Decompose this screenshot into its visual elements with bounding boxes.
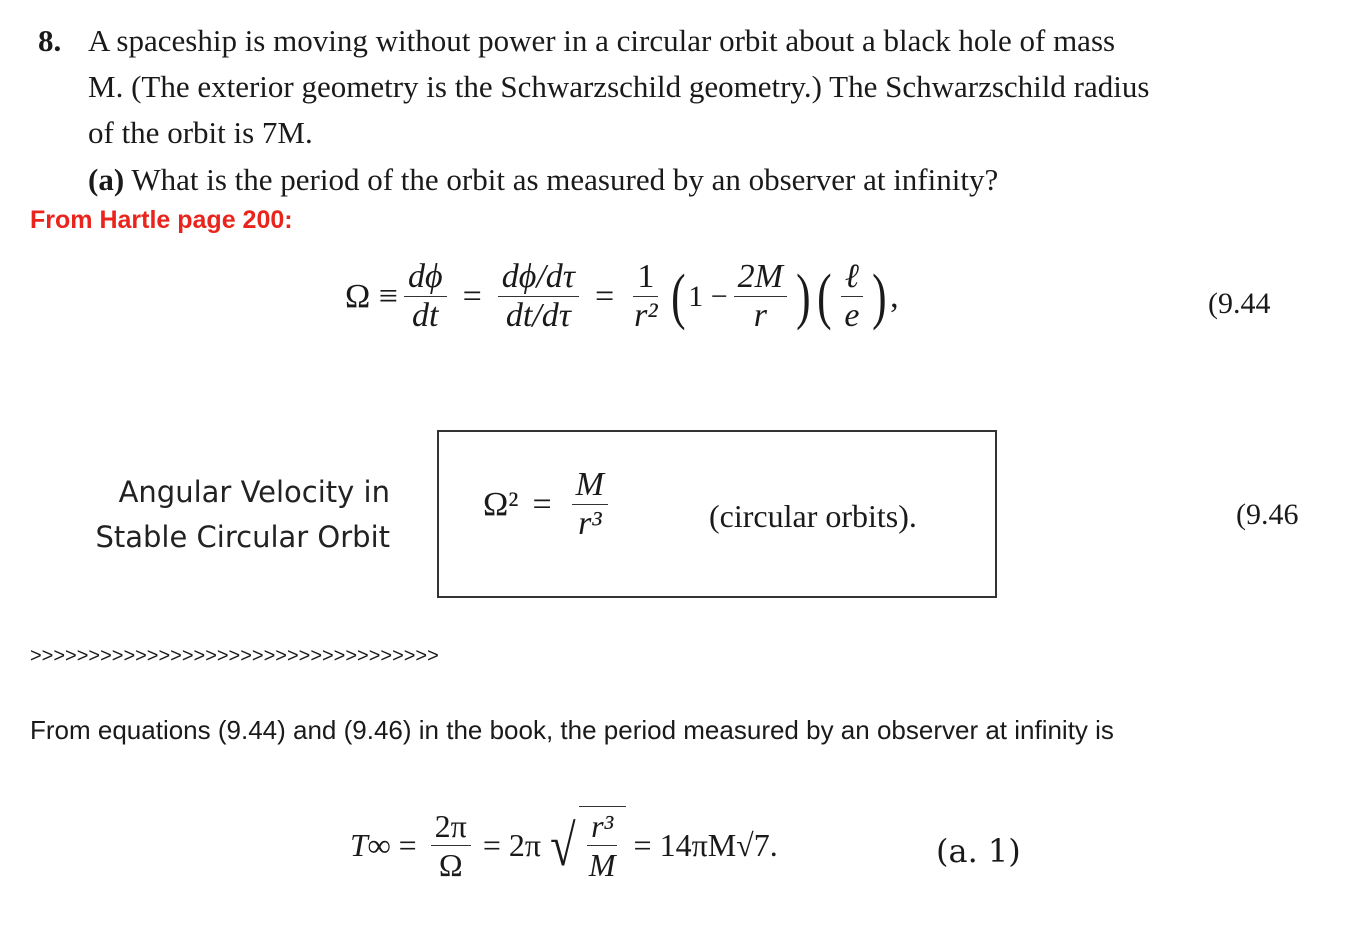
eq44-frac-4: $\frac{2M}{r}$ bbox=[734, 258, 787, 335]
eq44-equals-1: = bbox=[462, 277, 482, 315]
eq44-frac-2: $\frac{d\phi/d\tau}{dt/d\tau}$ bbox=[498, 258, 579, 335]
eq44-comma: , bbox=[890, 277, 899, 315]
part-a-text: What is the period of the orbit as measured by an observer at infinity? bbox=[131, 162, 999, 197]
eqa1-rhs: = 14πM√7. bbox=[633, 826, 778, 863]
eq46-equals: = bbox=[532, 485, 552, 523]
eqa1-label: (a. 1) bbox=[936, 832, 1021, 870]
eq44-number: (9.44 bbox=[1208, 287, 1271, 320]
eq46-number: (9.46 bbox=[1236, 498, 1299, 531]
equation-a1 bbox=[350, 806, 778, 884]
part-a-question bbox=[88, 158, 998, 202]
eqa1-equals-1: = bbox=[398, 826, 417, 863]
eq44-frac-1: $\frac{d\phi}{dt}$ bbox=[404, 258, 447, 335]
problem-line-3: of the orbit is 7M. bbox=[88, 115, 313, 150]
eq46-note: (circular orbits). bbox=[709, 498, 917, 534]
eq44-equals-2: = bbox=[594, 277, 615, 315]
problem-statement bbox=[38, 18, 1328, 156]
eq44-one-minus: 1 − bbox=[688, 279, 728, 313]
eqa1-sqrt: √ $\frac{\text{r³}}{M}$ bbox=[547, 806, 626, 884]
part-a-label: (a) bbox=[88, 162, 125, 197]
equation-9-44: Ω ≡ $\frac{d\phi}{dt}$ = $\frac{d\phi/d\tau}{dt/d\tau}$ = $\frac{1}{\text{r²}}$ ( 1 − $\frac{2M}{r}$ ) ( $\frac{\text{ℓ}}{e}$ ) , bbox=[345, 258, 899, 334]
equation-9-46 bbox=[483, 466, 614, 543]
stable-label-line-2: Stable Circular Orbit bbox=[95, 520, 390, 554]
eq44-frac-3: $\frac{1}{\text{r²}}$ bbox=[634, 258, 658, 334]
stable-label-line-1: Angular Velocity in bbox=[118, 475, 390, 509]
eq44-lhs: Ω ≡ bbox=[345, 277, 398, 315]
explanation-text: From equations (9.44) and (9.46) in the book, the period measured by an observer at infinity is bbox=[30, 715, 1114, 745]
stable-orbit-label bbox=[80, 470, 390, 560]
problem-line-2: M. (The exterior geometry is the Schwarzschild geometry.) The Schwarzschild radius bbox=[88, 69, 1150, 104]
eqa1-equals-2: = 2π bbox=[482, 826, 542, 863]
eqa1-frac: $\frac{2\pi}{\Omega}$ bbox=[431, 807, 471, 884]
eq46-frac: $\frac{M}{\text{r³}}$ bbox=[572, 466, 608, 543]
problem-line-1: A spaceship is moving without power in a circular orbit about a black hole of mass bbox=[88, 23, 1116, 58]
separator-arrows: >>>>>>>>>>>>>>>>>>>>>>>>>>>>>>>>>>> bbox=[30, 645, 439, 667]
eq44-frac-5: $\frac{\text{ℓ}}{e}$ bbox=[840, 258, 863, 335]
eqa1-lhs: T∞ bbox=[350, 826, 391, 863]
eq46-lhs: Ω² bbox=[483, 485, 519, 523]
equation-9-46-box bbox=[437, 430, 997, 598]
source-note: From Hartle page 200: bbox=[30, 206, 293, 234]
problem-number: 8. bbox=[38, 23, 62, 58]
